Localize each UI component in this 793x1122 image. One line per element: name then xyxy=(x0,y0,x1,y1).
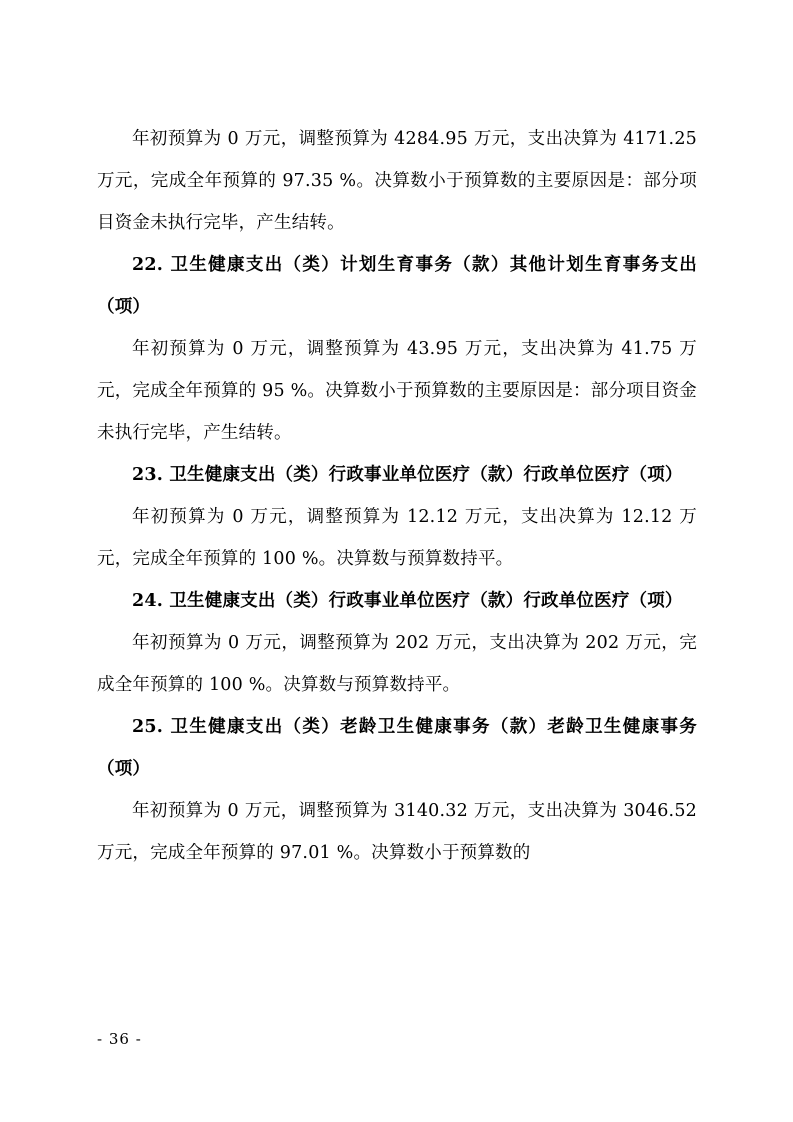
paragraph-25-detail: 年初预算为 0 万元，调整预算为 3140.32 万元，支出决算为 3046.52 万元，完成全年预算的 97.01 %。决算数小于预算数的 xyxy=(97,801,697,863)
heading-item-25: 25. 卫生健康支出（类）老龄卫生健康事务（款）老龄卫生健康事务（项） xyxy=(97,717,697,779)
document-body xyxy=(97,118,697,874)
heading-item-23: 23. 卫生健康支出（类）行政事业单位医疗（款）行政单位医疗（项） xyxy=(132,465,683,485)
heading-item-22: 22. 卫生健康支出（类）计划生育事务（款）其他计划生育事务支出（项） xyxy=(97,255,697,317)
page-number: - 36 - xyxy=(97,1030,142,1048)
paragraph-21-detail: 年初预算为 0 万元，调整预算为 4284.95 万元，支出决算为 4171.25 万元，完成全年预算的 97.35 %。决算数小于预算数的主要原因是：部分项目资金未执行完毕，产生结转。 xyxy=(97,129,697,233)
heading-item-24: 24. 卫生健康支出（类）行政事业单位医疗（款）行政单位医疗（项） xyxy=(132,591,683,611)
paragraph-23-detail: 年初预算为 0 万元，调整预算为 12.12 万元，支出决算为 12.12 万元，完成全年预算的 100 %。决算数与预算数持平。 xyxy=(97,507,697,569)
paragraph-24-detail: 年初预算为 0 万元，调整预算为 202 万元，支出决算为 202 万元，完成全年预算的 100 %。决算数与预算数持平。 xyxy=(97,633,697,695)
paragraph-22-detail: 年初预算为 0 万元，调整预算为 43.95 万元，支出决算为 41.75 万元，完成全年预算的 95 %。决算数小于预算数的主要原因是：部分项目资金未执行完毕，产生结转。 xyxy=(97,339,697,443)
